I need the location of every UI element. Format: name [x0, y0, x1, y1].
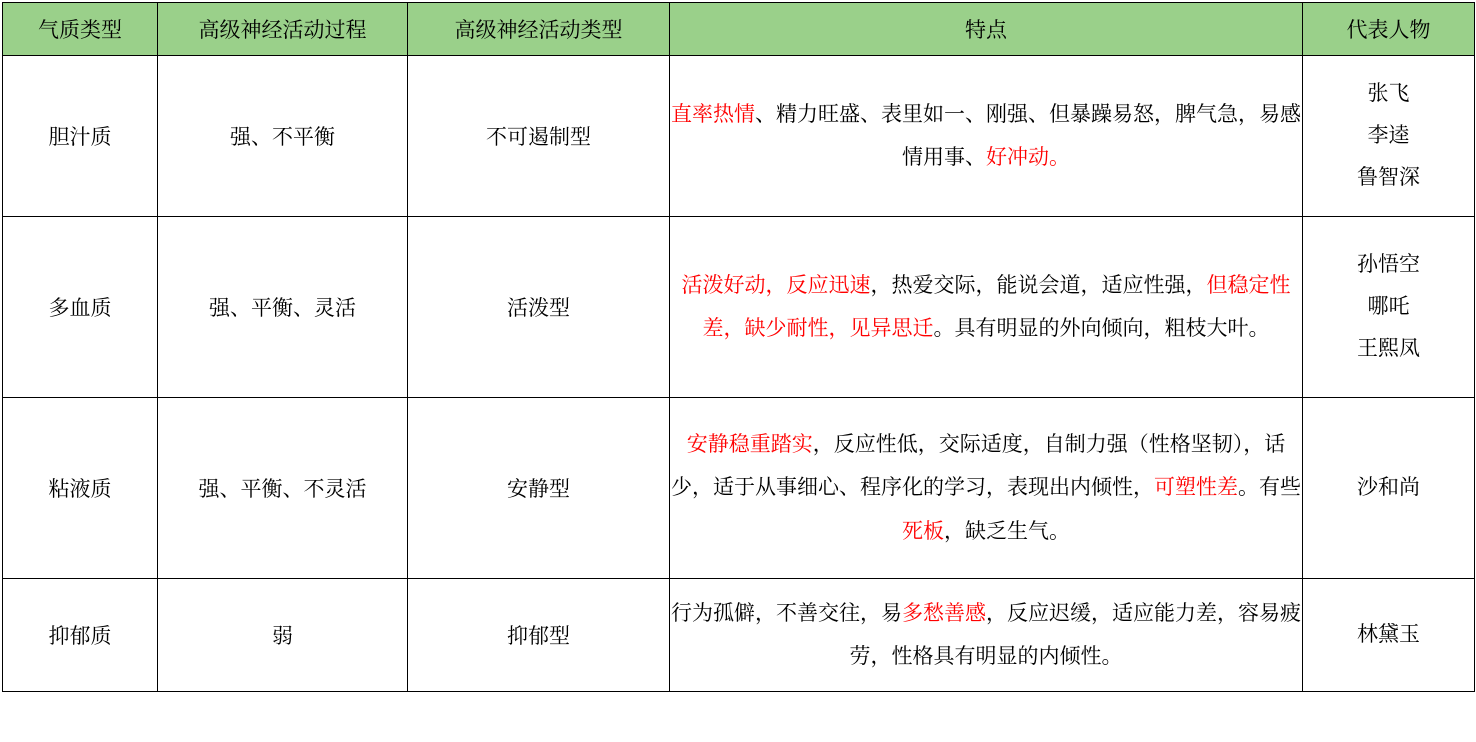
cell-representative-persons [1303, 579, 1475, 692]
cell-features [670, 217, 1303, 398]
table-header-row [3, 3, 1475, 56]
cell-temperament-type: 抑郁质 [3, 579, 158, 692]
cell-representative-persons [1303, 398, 1475, 579]
person-name: 孙悟空 [1357, 253, 1420, 276]
cell-neural-process: 强、平衡、灵活 [158, 217, 408, 398]
cell-neural-type: 安静型 [408, 398, 670, 579]
feature-highlight-text: 可塑性差 [1154, 476, 1238, 500]
feature-highlight-text: 安静稳重踏实 [686, 433, 813, 457]
header-cell-kind: 高级神经活动类型 [408, 3, 670, 56]
feature-text: 。有些 [1238, 476, 1301, 500]
feature-text: ，反应迟缓，适应能力差，容易疲劳，性格具有明显的内倾性。 [849, 601, 1301, 668]
table-row [3, 217, 1475, 398]
table-row [3, 56, 1475, 217]
cell-features [670, 398, 1303, 579]
feature-highlight-text: 多愁善感 [902, 601, 986, 625]
feature-text: ，热爱交际，能说会道，适应性强， [870, 273, 1207, 297]
header-cell-process: 高级神经活动过程 [158, 3, 408, 56]
feature-text: 行为孤僻，不善交往，易 [671, 601, 902, 625]
feature-highlight-text: 死板 [902, 519, 944, 543]
cell-neural-process: 强、不平衡 [158, 56, 408, 217]
feature-text: 。具有明显的外向倾向，粗枝大叶。 [933, 317, 1270, 340]
cell-temperament-type: 多血质 [3, 217, 158, 398]
feature-text: ，缺乏生气。 [944, 519, 1070, 543]
cell-neural-type: 抑郁型 [408, 579, 670, 692]
feature-text: ，反应性低，交际适度，自制力强（性格坚韧），话少，适于从事细心、程序化的学习，表现出内倾性， [671, 433, 1286, 500]
header-cell-person: 代表人物 [1303, 3, 1475, 56]
feature-highlight-text: 直率热情 [671, 102, 755, 126]
table-row [3, 398, 1475, 579]
cell-representative-persons [1303, 217, 1475, 398]
person-name: 张飞 [1367, 82, 1410, 105]
person-name: 沙和尚 [1357, 476, 1420, 499]
cell-features [670, 56, 1303, 217]
header-cell-feature: 特点 [670, 3, 1303, 56]
table-body [3, 56, 1475, 692]
cell-neural-process: 强、平衡、不灵活 [158, 398, 408, 579]
temperament-table [2, 2, 1475, 692]
person-name: 李逵 [1367, 124, 1410, 147]
feature-highlight-text: 好冲动。 [986, 146, 1070, 169]
header-cell-type: 气质类型 [3, 3, 158, 56]
person-name: 王熙凤 [1357, 337, 1420, 360]
cell-neural-process: 弱 [158, 579, 408, 692]
table-row [3, 579, 1475, 692]
cell-neural-type: 活泼型 [408, 217, 670, 398]
cell-representative-persons [1303, 56, 1475, 217]
cell-temperament-type: 粘液质 [3, 398, 158, 579]
cell-features [670, 579, 1303, 692]
person-name: 林黛玉 [1357, 623, 1420, 646]
person-name: 哪吒 [1367, 295, 1410, 318]
cell-temperament-type: 胆汁质 [3, 56, 158, 217]
feature-text: 、精力旺盛、表里如一、刚强、但暴躁易怒，脾气急，易感情用事、 [755, 102, 1301, 169]
person-name: 鲁智深 [1357, 166, 1420, 189]
feature-highlight-text: 活泼好动，反应迅速 [681, 273, 871, 297]
cell-neural-type: 不可遏制型 [408, 56, 670, 217]
table-header [3, 3, 1475, 56]
feature-highlight-text: 但稳定性差，缺少耐性，见异思迁 [702, 273, 1291, 340]
